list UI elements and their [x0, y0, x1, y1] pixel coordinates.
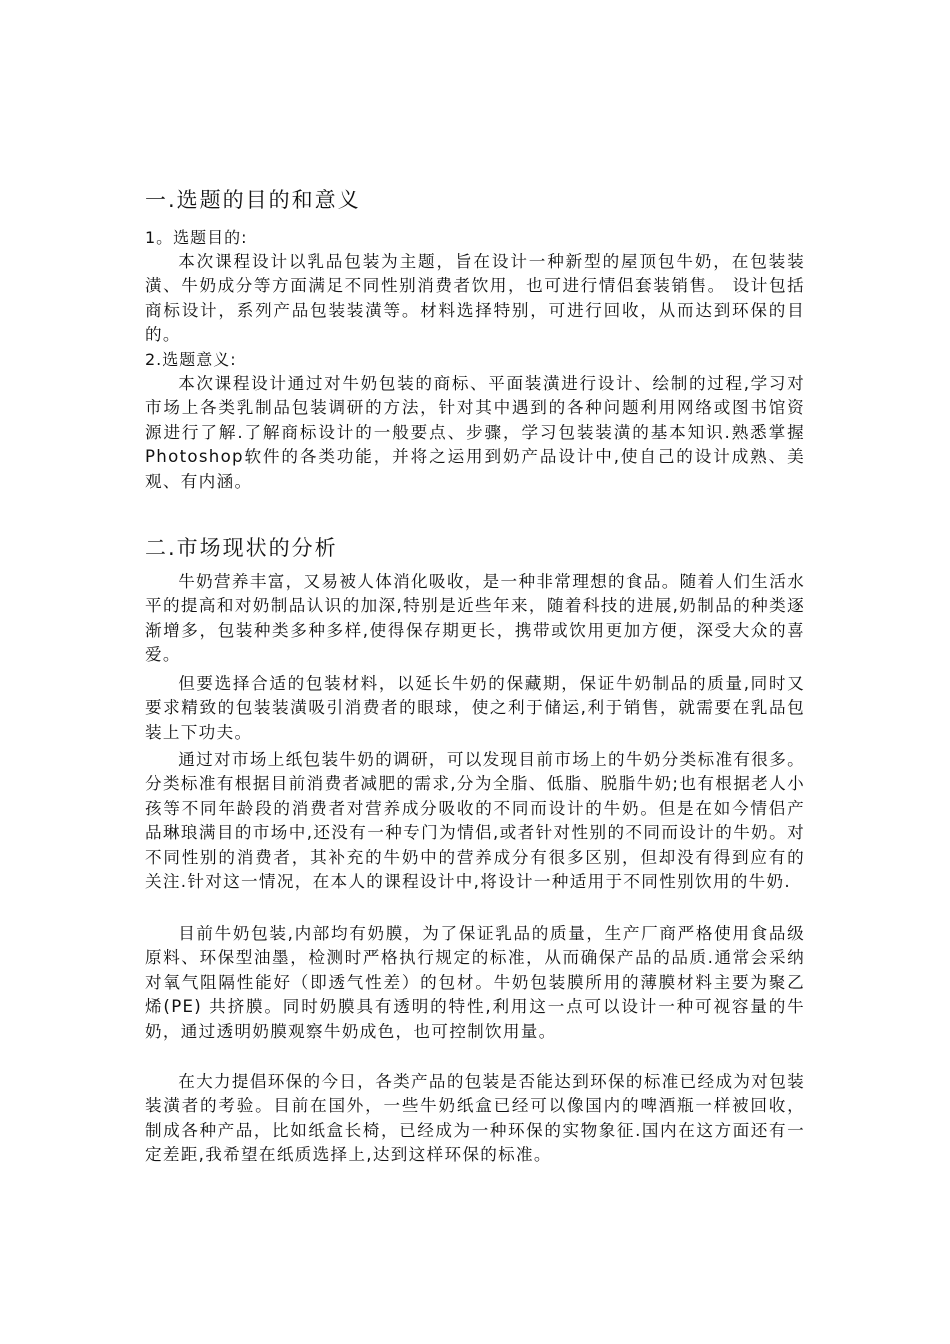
significance-label: 2.选题意义: — [145, 350, 237, 369]
market-paragraph-3: 通过对市场上纸包装牛奶的调研，可以发现目前市场上的牛奶分类标准有很多。分类标准有根据目前消费者减肥的需求,分为全脂、低脂、脱脂牛奶;也有根据老人小孩等不同年龄段的消费者对营养成分吸收的不同而设计的牛奶。但是在如今情侣产品琳琅满目的市场中,还没有一种专门为情侣,或者针对性别的不同而设计的牛奶。对不同性别的消费者，其补充的牛奶中的营养成分有很多区别，但却没有得到应有的关注.针对这一情况，在本人的课程设计中,将设计一种适用于不同性别饮用的牛奶. — [145, 750, 805, 892]
market-paragraph-2: 但要选择合适的包装材料，以延长牛奶的保藏期，保证牛奶制品的质量,同时又要求精致的包装装潢吸引消费者的眼球，使之利于储运,利于销售，就需要在乳品包装上下功夫。 — [145, 674, 805, 742]
purpose-paragraph: 本次课程设计以乳品包装为主题，旨在设计一种新型的屋顶包牛奶，在包装装潢、牛奶成分等方面满足不同性别消费者饮用，也可进行情侣套装销售。 设计包括商标设计，系列产品包装装潢等。材料选择特别，可进行回收，从而达到环保的目的。 — [145, 252, 805, 345]
market-paragraph-5: 在大力提倡环保的今日，各类产品的包装是否能达到环保的标准已经成为对包装装潢者的考验。目前在国外，一些牛奶纸盒已经可以像国内的啤酒瓶一样被回收，制成各种产品，比如纸盒长椅，已经成为一种环保的实物象征.国内在这方面还有一定差距,我希望在纸质选择上,达到这样环保的标准。 — [145, 1072, 805, 1165]
section-heading-market: 二.市场现状的分析 — [145, 536, 338, 560]
section-heading-purpose: 一.选题的目的和意义 — [145, 188, 361, 212]
market-paragraph-4: 目前牛奶包装,内部均有奶膜，为了保证乳品的质量，生产厂商严格使用食品级原料、环保型油墨，检测时严格执行规定的标准，从而确保产品的品质.通常会采纳对氧气阻隔性能好（即透气性差）的包材。牛奶包装膜所用的薄膜材料主要为聚乙烯(PE) 共挤膜。同时奶膜具有透明的特性,利用这一点可以设计一种可视容量的牛奶，通过透明奶膜观察牛奶成色，也可控制饮用量。 — [145, 924, 805, 1041]
market-paragraph-1: 牛奶营养丰富，又易被人体消化吸收，是一种非常理想的食品。随着人们生活水平的提高和对奶制品认识的加深,特别是近些年来，随着科技的进展,奶制品的种类逐渐增多，包装种类多种多样,使得保存期更长，携带或饮用更加方便，深受大众的喜爱。 — [145, 572, 805, 665]
purpose-label: 1。选题目的: — [145, 228, 248, 247]
significance-paragraph: 本次课程设计通过对牛奶包装的商标、平面装潢进行设计、绘制的过程,学习对市场上各类乳制品包装调研的方法，针对其中遇到的各种问题利用网络或图书馆资源进行了解.了解商标设计的一般要点、步骤，学习包装装潢的基本知识.熟悉掌握Photoshop软件的各类功能，并将之运用到奶产品设计中,使自己的设计成熟、美观、有内涵。 — [145, 374, 805, 491]
